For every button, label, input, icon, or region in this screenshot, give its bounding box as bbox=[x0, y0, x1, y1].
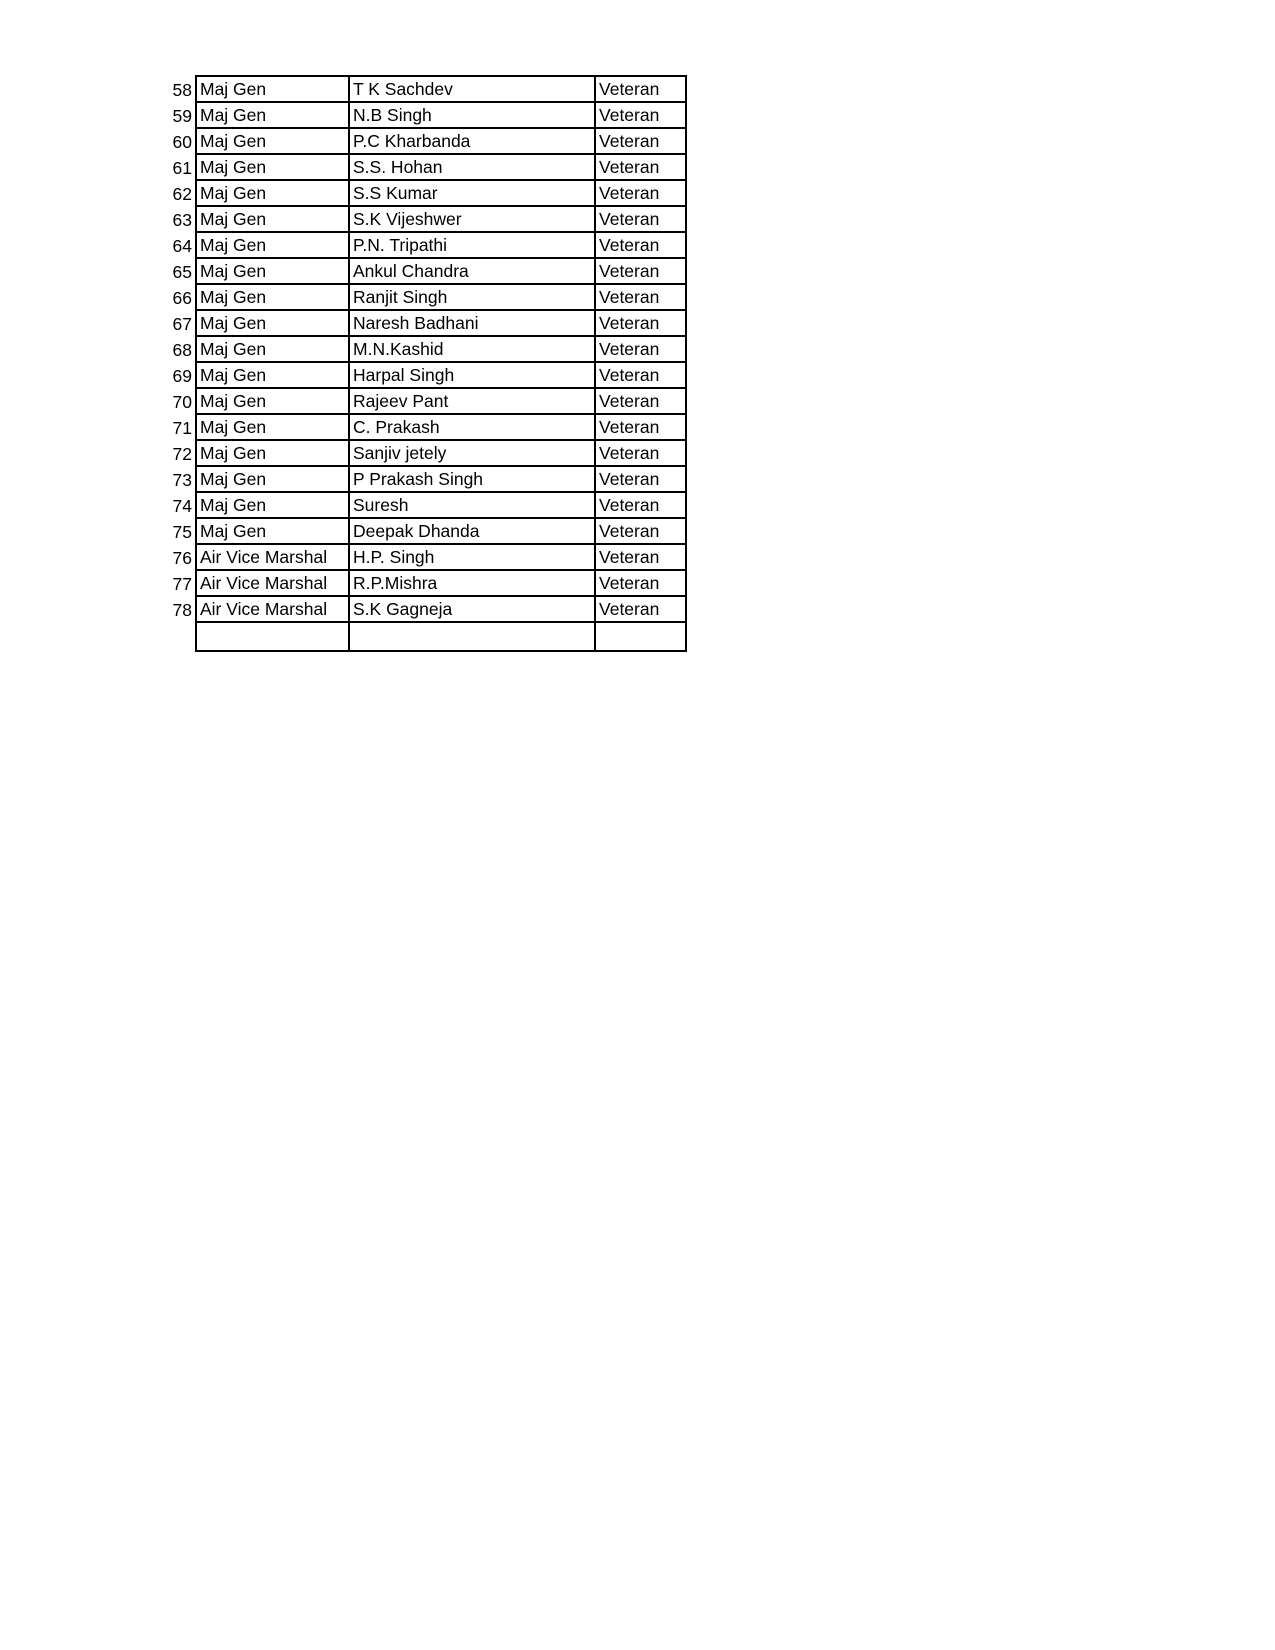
name-cell: H.P. Singh bbox=[349, 544, 595, 570]
table-row bbox=[162, 622, 686, 651]
row-number-cell: 74 bbox=[172, 496, 192, 516]
row-number-cell: 69 bbox=[172, 366, 192, 386]
officers-table-body bbox=[162, 76, 686, 651]
row-number-cell: 70 bbox=[172, 392, 192, 412]
row-number-cell: 65 bbox=[172, 262, 192, 282]
table-row bbox=[162, 180, 686, 206]
table-row bbox=[162, 154, 686, 180]
table-row bbox=[162, 388, 686, 414]
status-cell: Veteran bbox=[595, 154, 686, 180]
row-number-cell: 68 bbox=[172, 340, 192, 360]
table-row bbox=[162, 362, 686, 388]
status-cell: Veteran bbox=[595, 440, 686, 466]
rank-cell: Maj Gen bbox=[196, 258, 349, 284]
status-cell: Veteran bbox=[595, 414, 686, 440]
table-row bbox=[162, 414, 686, 440]
name-cell: S.S Kumar bbox=[349, 180, 595, 206]
status-cell: Veteran bbox=[595, 544, 686, 570]
rank-cell: Maj Gen bbox=[196, 440, 349, 466]
status-cell: Veteran bbox=[595, 102, 686, 128]
status-cell: Veteran bbox=[595, 284, 686, 310]
rank-cell: Maj Gen bbox=[196, 492, 349, 518]
table-row bbox=[162, 128, 686, 154]
status-cell: Veteran bbox=[595, 492, 686, 518]
rank-cell: Maj Gen bbox=[196, 206, 349, 232]
name-cell: Sanjiv jetely bbox=[349, 440, 595, 466]
status-cell: Veteran bbox=[595, 518, 686, 544]
rank-cell: Maj Gen bbox=[196, 284, 349, 310]
table-row bbox=[162, 544, 686, 570]
officers-table bbox=[162, 75, 687, 652]
name-cell bbox=[349, 622, 595, 651]
table-row bbox=[162, 336, 686, 362]
row-number-cell: 64 bbox=[172, 236, 192, 256]
rank-cell: Maj Gen bbox=[196, 414, 349, 440]
status-cell bbox=[595, 622, 686, 651]
row-number-cell: 72 bbox=[172, 444, 192, 464]
table-row bbox=[162, 258, 686, 284]
status-cell: Veteran bbox=[595, 232, 686, 258]
status-cell: Veteran bbox=[595, 466, 686, 492]
rank-cell: Maj Gen bbox=[196, 388, 349, 414]
rank-cell: Air Vice Marshal bbox=[196, 544, 349, 570]
rank-cell: Maj Gen bbox=[196, 102, 349, 128]
row-number-cell: 73 bbox=[172, 470, 192, 490]
table-row bbox=[162, 310, 686, 336]
rank-cell: Maj Gen bbox=[196, 76, 349, 102]
row-number-cell: 58 bbox=[172, 80, 192, 100]
name-cell: S.S. Hohan bbox=[349, 154, 595, 180]
row-number-cell: 78 bbox=[172, 600, 192, 620]
row-number-cell: 76 bbox=[172, 548, 192, 568]
status-cell: Veteran bbox=[595, 76, 686, 102]
name-cell: R.P.Mishra bbox=[349, 570, 595, 596]
name-cell: P.C Kharbanda bbox=[349, 128, 595, 154]
row-number-cell: 59 bbox=[172, 106, 192, 126]
name-cell: P.N. Tripathi bbox=[349, 232, 595, 258]
status-cell: Veteran bbox=[595, 206, 686, 232]
row-number-cell: 61 bbox=[172, 158, 192, 178]
rank-cell bbox=[196, 622, 349, 651]
name-cell: Harpal Singh bbox=[349, 362, 595, 388]
rank-cell: Air Vice Marshal bbox=[196, 596, 349, 622]
name-cell: S.K Vijeshwer bbox=[349, 206, 595, 232]
name-cell: Deepak Dhanda bbox=[349, 518, 595, 544]
name-cell: C. Prakash bbox=[349, 414, 595, 440]
rank-cell: Maj Gen bbox=[196, 336, 349, 362]
row-number-cell: 63 bbox=[172, 210, 192, 230]
table-row bbox=[162, 570, 686, 596]
rank-cell: Maj Gen bbox=[196, 128, 349, 154]
row-number-cell bbox=[162, 622, 196, 651]
rank-cell: Maj Gen bbox=[196, 310, 349, 336]
rank-cell: Maj Gen bbox=[196, 518, 349, 544]
status-cell: Veteran bbox=[595, 310, 686, 336]
status-cell: Veteran bbox=[595, 180, 686, 206]
name-cell: S.K Gagneja bbox=[349, 596, 595, 622]
row-number-cell: 75 bbox=[172, 522, 192, 542]
row-number-cell: 66 bbox=[172, 288, 192, 308]
rank-cell: Maj Gen bbox=[196, 362, 349, 388]
rank-cell: Maj Gen bbox=[196, 466, 349, 492]
table-row bbox=[162, 232, 686, 258]
rank-cell: Maj Gen bbox=[196, 154, 349, 180]
row-number-cell: 71 bbox=[172, 418, 192, 438]
table-row bbox=[162, 76, 686, 102]
row-number-cell: 60 bbox=[172, 132, 192, 152]
row-number-cell: 62 bbox=[172, 184, 192, 204]
table-row bbox=[162, 440, 686, 466]
status-cell: Veteran bbox=[595, 128, 686, 154]
name-cell: Rajeev Pant bbox=[349, 388, 595, 414]
table-row bbox=[162, 206, 686, 232]
rank-cell: Air Vice Marshal bbox=[196, 570, 349, 596]
table-row bbox=[162, 466, 686, 492]
name-cell: Suresh bbox=[349, 492, 595, 518]
table-row bbox=[162, 284, 686, 310]
name-cell: T K Sachdev bbox=[349, 76, 595, 102]
name-cell: Ranjit Singh bbox=[349, 284, 595, 310]
name-cell: P Prakash Singh bbox=[349, 466, 595, 492]
status-cell: Veteran bbox=[595, 258, 686, 284]
name-cell: Naresh Badhani bbox=[349, 310, 595, 336]
table-row bbox=[162, 102, 686, 128]
status-cell: Veteran bbox=[595, 388, 686, 414]
name-cell: N.B Singh bbox=[349, 102, 595, 128]
name-cell: M.N.Kashid bbox=[349, 336, 595, 362]
table-row bbox=[162, 596, 686, 622]
rank-cell: Maj Gen bbox=[196, 232, 349, 258]
name-cell: Ankul Chandra bbox=[349, 258, 595, 284]
rank-cell: Maj Gen bbox=[196, 180, 349, 206]
table-row bbox=[162, 518, 686, 544]
row-number-cell: 67 bbox=[172, 314, 192, 334]
status-cell: Veteran bbox=[595, 362, 686, 388]
status-cell: Veteran bbox=[595, 570, 686, 596]
status-cell: Veteran bbox=[595, 596, 686, 622]
status-cell: Veteran bbox=[595, 336, 686, 362]
table-row bbox=[162, 492, 686, 518]
row-number-cell: 77 bbox=[172, 574, 192, 594]
